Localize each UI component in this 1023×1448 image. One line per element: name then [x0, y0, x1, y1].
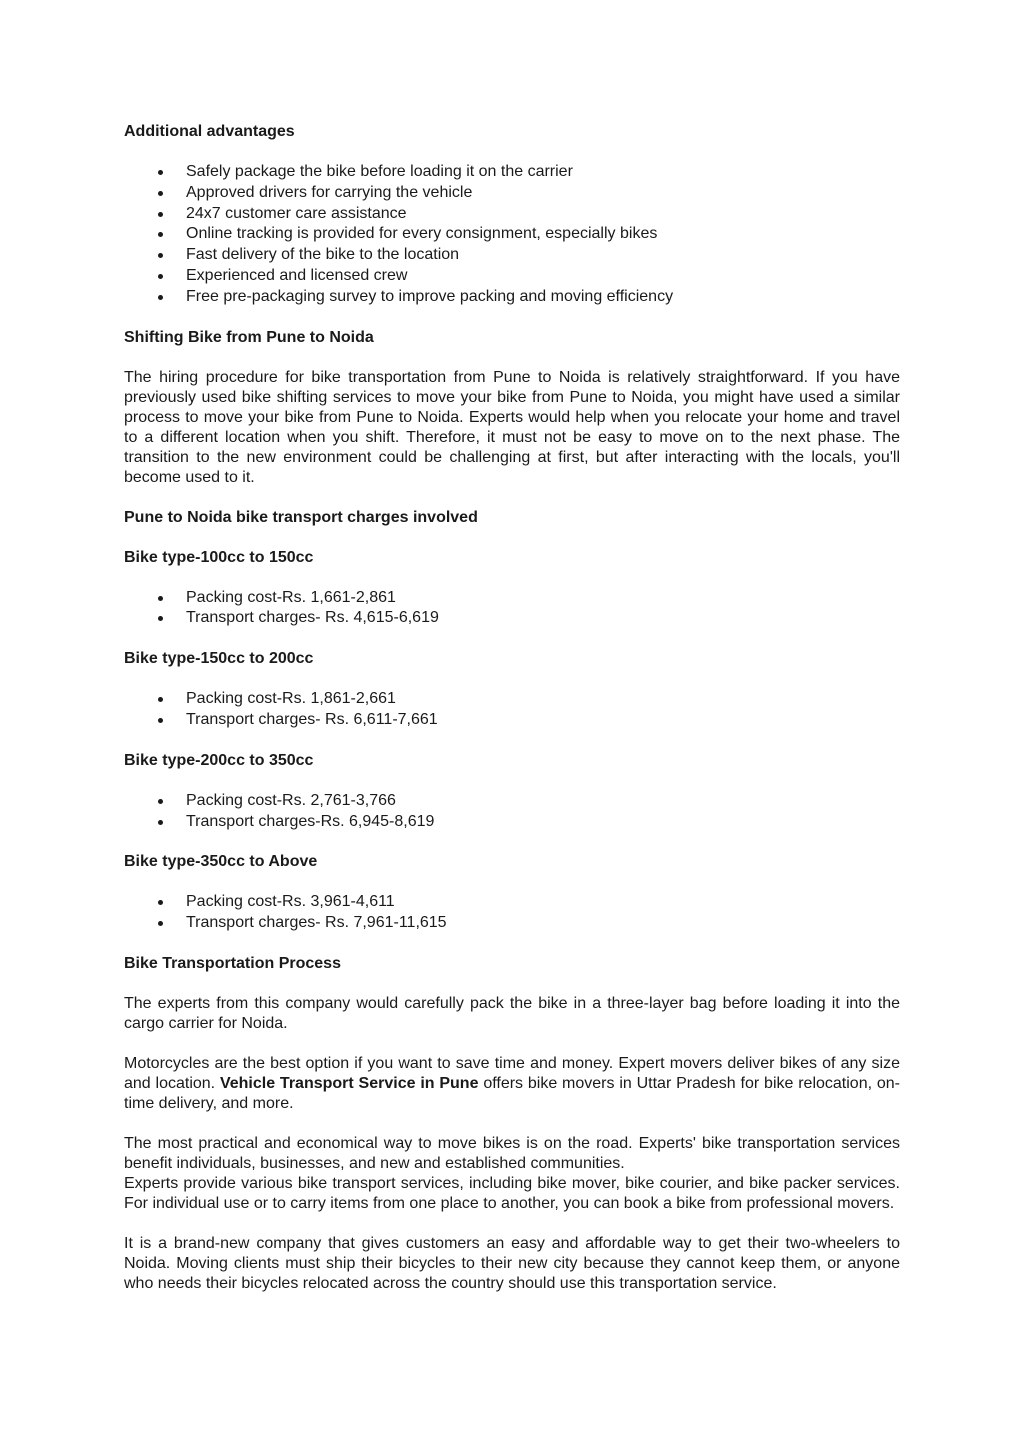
list-item: Packing cost-Rs. 1,861-2,661	[124, 689, 900, 710]
shifting-paragraph: The hiring procedure for bike transportation from Pune to Noida is relatively straightforward. If you have previously used bike shifting services to move your bike from Pune to Noida, you might have used a similar process to move your bike from Pune to Noida. Experts would help when you relocate your home and travel to a different location when you shift. Therefore, it must not be easy to move on to the next phase. The transition to the new environment could be challenging at first, but after interacting with the locals, you'll become used to it.	[124, 368, 900, 486]
service-link-text: Vehicle Transport Service in Pune	[219, 1074, 479, 1092]
heading-bike-type-100-150: Bike type-100cc to 150cc	[124, 548, 314, 566]
list-item: Fast delivery of the bike to the location	[124, 245, 900, 266]
bullet-icon	[158, 900, 163, 905]
charges-list-150-200	[124, 689, 900, 731]
list-item: Transport charges- Rs. 7,961-11,615	[124, 913, 900, 934]
bullet-icon	[158, 718, 163, 723]
heading-process: Bike Transportation Process	[124, 954, 341, 972]
list-item: Transport charges- Rs. 4,615-6,619	[124, 608, 900, 629]
heading-bike-type-200-350: Bike type-200cc to 350cc	[124, 751, 314, 769]
list-item: Packing cost-Rs. 1,661-2,861	[124, 588, 900, 609]
list-item: Transport charges- Rs. 6,611-7,661	[124, 710, 900, 731]
bullet-icon	[158, 170, 163, 175]
bullet-icon	[158, 799, 163, 804]
charges-list-200-350	[124, 791, 900, 833]
list-item: Safely package the bike before loading it on the carrier	[124, 162, 900, 183]
advantages-list	[124, 162, 900, 308]
list-item: Packing cost-Rs. 3,961-4,611	[124, 892, 900, 913]
process-paragraph-3b: Experts provide various bike transport services, including bike mover, bike courier, and bike packer services. For individual use or to carry items from one place to another, you can book a bike from professional movers.	[124, 1174, 900, 1212]
heading-bike-type-350-above: Bike type-350cc to Above	[124, 853, 318, 871]
charges-list-350-above	[124, 892, 900, 934]
bullet-icon	[158, 820, 163, 825]
bullet-icon	[158, 596, 163, 601]
bullet-icon	[158, 616, 163, 621]
list-item: Free pre-packaging survey to improve packing and moving efficiency	[124, 287, 900, 308]
bullet-icon	[158, 274, 163, 279]
list-item: Online tracking is provided for every consignment, especially bikes	[124, 224, 900, 245]
bullet-icon	[158, 212, 163, 217]
bullet-icon	[158, 295, 163, 300]
heading-charges: Pune to Noida bike transport charges involved	[124, 508, 478, 526]
list-item: Approved drivers for carrying the vehicle	[124, 183, 900, 204]
process-paragraph-4: It is a brand-new company that gives customers an easy and affordable way to get their two-wheelers to Noida. Moving clients must ship their bicycles to their new city because they cannot keep them, or anyone who needs their bicycles relocated across the country should use this transportation service.	[124, 1234, 900, 1292]
process-paragraph-2: Motorcycles are the best option if you want to save time and money. Expert movers deliver bikes of any size and location. Vehicle Transport Service in Pune offers bike movers in Uttar Pradesh for bike relocation, on-time delivery, and more.	[124, 1054, 900, 1112]
list-item: Transport charges-Rs. 6,945-8,619	[124, 812, 900, 833]
heading-additional-advantages: Additional advantages	[124, 123, 295, 140]
heading-bike-type-150-200: Bike type-150cc to 200cc	[124, 650, 314, 668]
bullet-icon	[158, 253, 163, 258]
bullet-icon	[158, 697, 163, 702]
list-item: Experienced and licensed crew	[124, 266, 900, 287]
bullet-icon	[158, 921, 163, 926]
list-item: 24x7 customer care assistance	[124, 204, 900, 225]
list-item: Packing cost-Rs. 2,761-3,766	[124, 791, 900, 812]
process-paragraph-1: The experts from this company would carefully pack the bike in a three-layer bag before loading it into the cargo carrier for Noida.	[124, 994, 900, 1032]
process-paragraph-3a: The most practical and economical way to move bikes is on the road. Experts' bike transportation services benefit individuals, businesses, and new and established communities.	[124, 1134, 900, 1172]
document-page	[124, 122, 900, 1294]
bullet-icon	[158, 232, 163, 237]
bullet-icon	[158, 191, 163, 196]
charges-list-100-150	[124, 588, 900, 630]
heading-shifting: Shifting Bike from Pune to Noida	[124, 328, 374, 346]
